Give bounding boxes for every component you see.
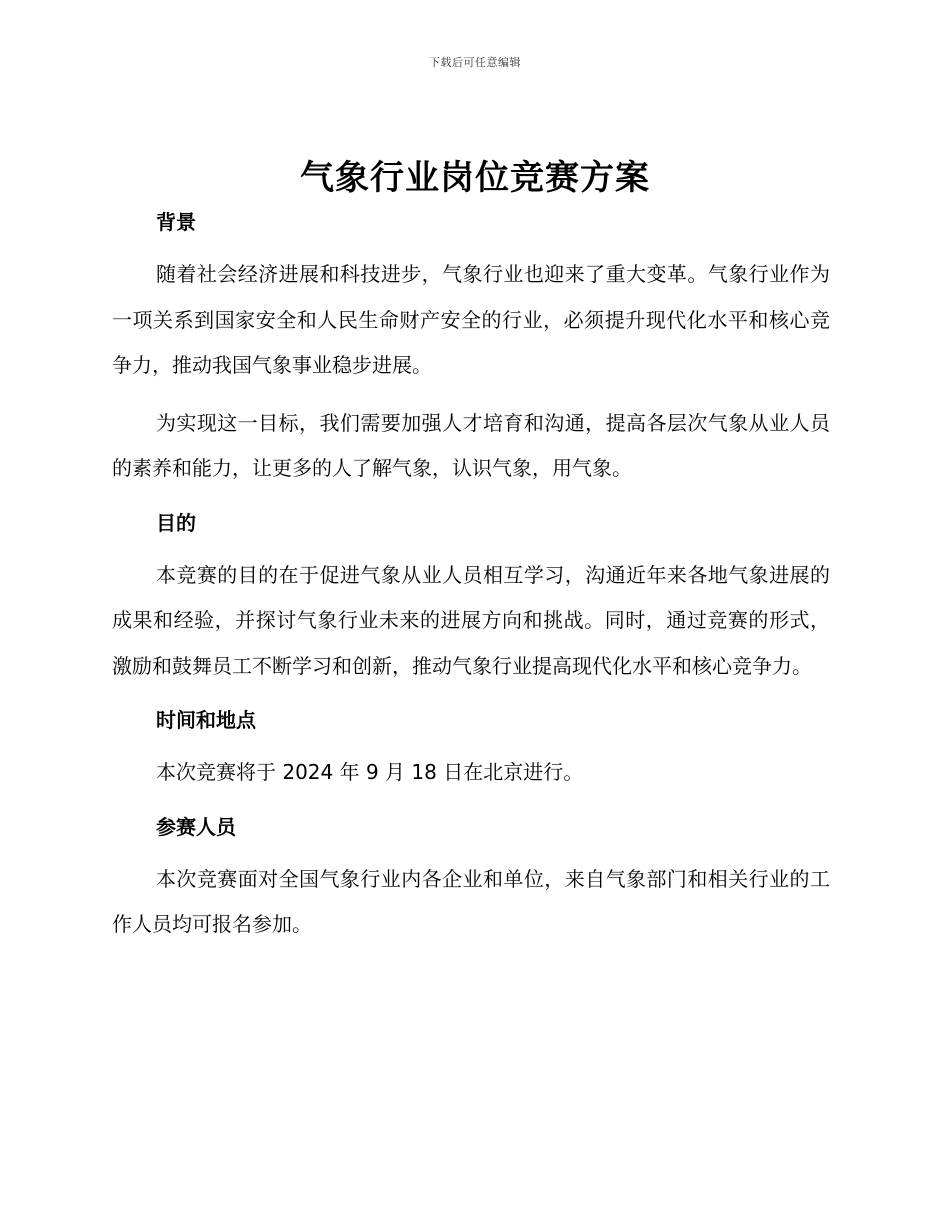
paragraph: 本次竞赛面对全国气象行业内各企业和单位，来自气象部门和相关行业的工作人员均可报名参加。 (112, 866, 830, 936)
paragraph: 为实现这一目标，我们需要加强人才培育和沟通，提高各层次气象从业人员的素养和能力，让更多的人了解气象，认识气象，用气象。 (112, 410, 830, 480)
section-heading-purpose: 目的 (156, 510, 196, 535)
section-background (112, 203, 830, 492)
section-purpose (112, 504, 830, 690)
paragraph: 本竞赛的目的在于促进气象从业人员相互学习，沟通近年来各地气象进展的成果和经验，并探讨气象行业未来的进展方向和挑战。同时，通过竞赛的形式，激励和鼓舞员工不断学习和创新，推动气象行业提高现代化水平和核心竞争力。 (112, 562, 830, 678)
section-participants (112, 808, 830, 948)
document-body (112, 203, 830, 948)
section-heading-background: 背景 (156, 210, 196, 234)
paragraph: 随着社会经济进展和科技进步，气象行业也迎来了重大变革。气象行业作为一项关系到国家安全和人民生命财产安全的行业，必须提升现代化水平和核心竞争力，推动我国气象事业稳步进展。 (112, 262, 830, 377)
document-title: 气象行业岗位竞赛方案 (300, 158, 650, 198)
section-heading-time-place: 时间和地点 (156, 708, 256, 732)
paragraph: 本次竞赛将于 2024 年 9 月 18 日在北京进行。 (156, 760, 584, 784)
section-time-place (112, 701, 830, 796)
section-heading-participants: 参赛人员 (156, 814, 236, 839)
page-header-note: 下载后可任意编辑 (429, 56, 521, 69)
